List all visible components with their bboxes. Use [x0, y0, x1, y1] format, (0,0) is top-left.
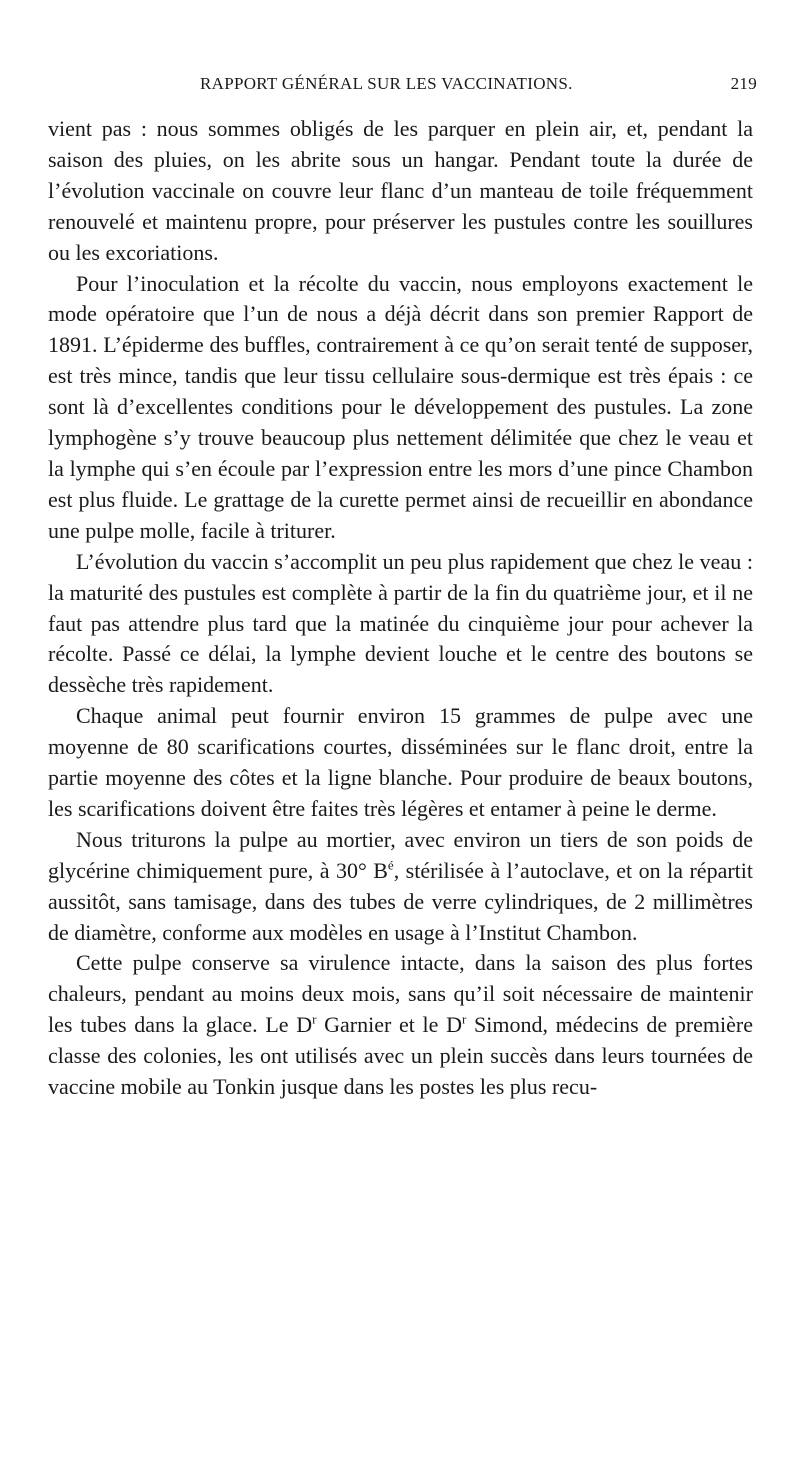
paragraph-6 — [48, 948, 753, 1103]
paragraph-5-text-b: , stérilisée à l’autoclave, et on la répartit aussitôt, sans tamisage, dans des tubes de verre cylindriques, de 2 millimètres de diamètre, conforme aux modèles en usage à l’Institut Chambon. — [48, 857, 753, 945]
document-page — [48, 74, 757, 1103]
paragraph-2: Pour l’inoculation et la récolte du vaccin, nous employons exactement le mode opératoire que l’un de nous a déjà décrit dans son premier Rapport de 1891. L’épiderme des buffles, contrairement à ce qu’on serait tenté de supposer, est très mince, tandis que leur tissu cellulaire sous-dermique est très épais : ce sont là d’excellentes conditions pour le développement des pustules. La zone lymphogène s’y trouve beaucoup plus nettement délimitée que chez le veau et la lymphe qui s’en écoule par l’expression entre les mors d’une pince Chambon est plus fluide. Le grattage de la curette permet ainsi de recueillir en abondance une pulpe molle, facile à triturer. — [48, 270, 753, 543]
page-number: 219 — [730, 74, 757, 93]
paragraph-6-text-b: Garnier et le D — [316, 1012, 462, 1038]
paragraph-1: vient pas : nous sommes obligés de les parquer en plein air, et, pendant la saison des pluies, on les abrite sous un hangar. Pendant toute la durée de l’évolution vaccinale on couvre leur flanc d’un manteau de toile fréquemment renouvelé et maintenu propre, pour préserver les pustules contre les souillures ou les excoriations. — [48, 116, 753, 265]
paragraph-4: Chaque animal peut fournir environ 15 grammes de pulpe avec une moyenne de 80 scarifications courtes, disséminées sur le flanc droit, entre la partie moyenne des côtes et la ligne blanche. Pour produire de beaux boutons, les scarifications doivent être faites très légères et entamer à peine le derme. — [48, 703, 753, 821]
running-title: RAPPORT GÉNÉRAL SUR LES VACCINATIONS. — [200, 74, 573, 93]
paragraph-5 — [48, 825, 753, 949]
paragraph-6-text-c: Simond, médecins de première classe des colonies, les ont utilisés avec un plein succès dans leurs tournées de vaccine mobile au Tonkin jusque dans les postes les plus recu- — [48, 1012, 753, 1100]
doctor-superscript-2: r — [461, 1011, 467, 1027]
paragraph-6-text-a: Cette pulpe conserve sa virulence intacte, dans la saison des plus fortes chaleurs, pendant au moins deux mois, sans qu’il soit nécessaire de maintenir les tubes dans la glace. Le D — [48, 950, 753, 1038]
degree-superscript: é — [387, 857, 394, 873]
body-text — [48, 114, 753, 1103]
running-header — [48, 74, 757, 104]
paragraph-3: L’évolution du vaccin s’accomplit un peu plus rapidement que chez le veau : la maturité des pustules est complète à partir de la fin du quatrième jour, et il ne faut pas attendre plus tard que la matinée du cinquième jour pour achever la récolte. Passé ce délai, la lymphe devient louche et le centre des boutons se dessèche très rapidement. — [48, 548, 753, 698]
paragraph-5-text-a: Nous triturons la pulpe au mortier, avec environ un tiers de son poids de glycérine chimiquement pure, à 30° B — [48, 826, 753, 883]
doctor-superscript-1: r — [312, 1011, 317, 1027]
